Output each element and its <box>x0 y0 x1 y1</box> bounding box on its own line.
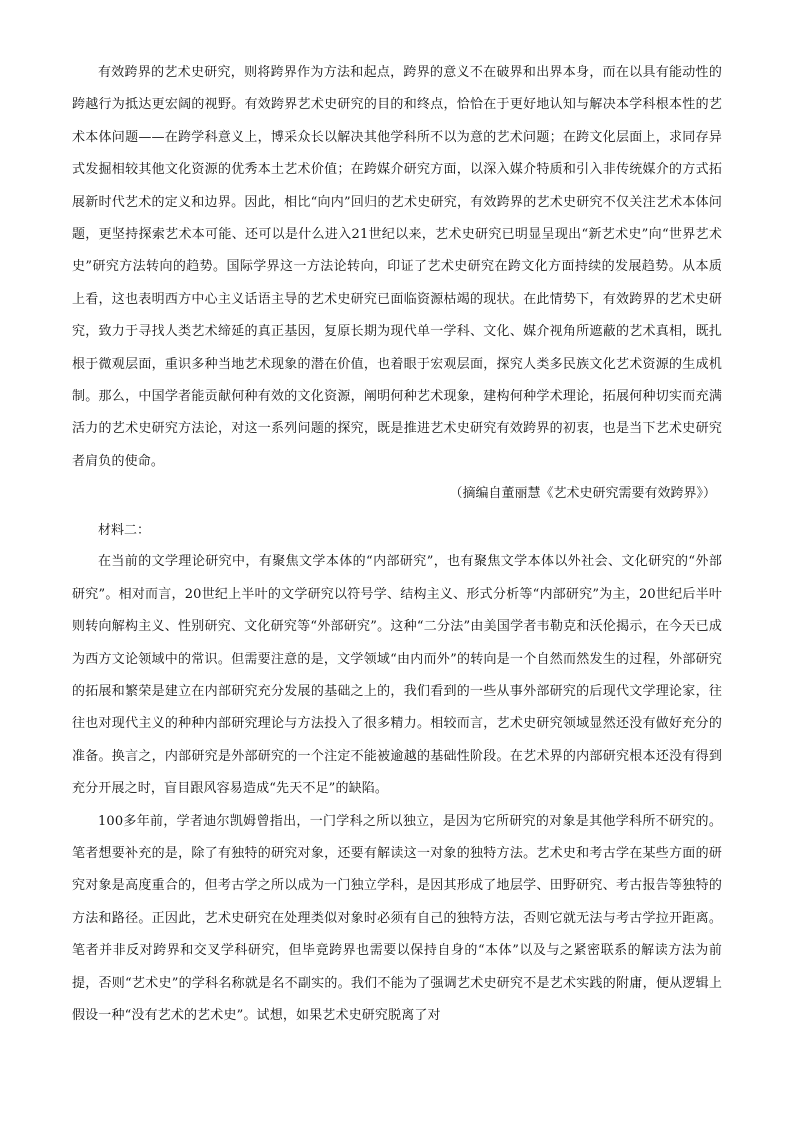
material-one-paragraph: 有效跨界的艺术史研究，则将跨界作为方法和起点，跨界的意义不在破界和出界本身，而在以具有能动性的跨越行为抵达更宏阔的视野。有效跨界艺术史研究的目的和终点，恰恰在于更好地认知与解决本学科根本性的艺术本体问题——在跨学科意义上，博采众长以解决其他学科所不以为意的艺术问题；在跨文化层面上，求同存异式发掘相较其他文化资源的优秀本土艺术价值；在跨媒介研究方面，以深入媒介特质和引入非传统媒介的方式拓展新时代艺术的定义和边界。因此，相比“向内”回归的艺术史研究，有效跨界的艺术史研究不仅关注艺术本体问题，更坚持探索艺术本可能、还可以是什么进入21世纪以来，艺术史研究已明显呈现出“新艺术史”向“世界艺术史”研究方法转向的趋势。国际学界这一方法论转向，印证了艺术史研究在跨文化方面持续的发展趋势。从本质上看，这也表明西方中心主义话语主导的艺术史研究已面临资源枯竭的现状。在此情势下，有效跨界的艺术史研究，致力于寻找人类艺术缔延的真正基因，复原长期为现代单一学科、文化、媒介视角所遮蔽的艺术真相，既扎根于微观层面，重识多种当地艺术现象的潜在价值，也着眼于宏观层面，探究人类多民族文化艺术资源的生成机制。那么，中国学者能贡献何种有效的文化资源，阐明何种艺术现象，建构何种学术理论，拓展何种切实而充满活力的艺术史研究方法论，对这一系列问题的探究，既是推进艺术史研究有效跨界的初衷，也是当下艺术史研究者肩负的使命。 <box>72 65 722 469</box>
material-two-label: 材料二： <box>98 523 151 539</box>
document-page <box>72 57 722 1032</box>
material-two-paragraph-1: 在当前的文学理论研究中，有聚焦文学本体的“内部研究”，也有聚焦文学本体以外社会、文化研究的“外部研究”。相对而言，20世纪上半叶的文学研究以符号学、结构主义、形式分析等“内部研究”为主，20世纪后半叶则转向解构主义、性别研究、文化研究等“外部研究”。这种“二分法”由美国学者韦勒克和沃伦揭示，在今天已成为西方文论领域中的常识。但需要注意的是，文学领域“由内而外”的转向是一个自然而然发生的过程，外部研究的拓展和繁荣是建立在内部研究充分发展的基础之上的，我们看到的一些从事外部研究的后现代文学理论家，往往也对现代主义的种种内部研究理论与方法投入了很多精力。相较而言，艺术史研究领域显然还没有做好充分的准备。换言之，内部研究是外部研究的一个注定不能被逾越的基础性阶段。在艺术界的内部研究根本还没有得到充分开展之时，盲目跟风容易造成“先天不足”的缺陷。 <box>72 554 722 797</box>
source-attribution: （摘编自董丽慧《艺术史研究需要有效跨界》） <box>449 486 716 502</box>
material-two-paragraph-2: 100多年前，学者迪尔凯姆曾指出，一门学科之所以独立，是因为它所研究的对象是其他学科所不研究的。笔者想要补充的是，除了有独特的研究对象，还要有解读这一对象的独特方法。艺术史和考古学在某些方面的研究对象是高度重合的，但考古学之所以成为一门独立学科，是因其形成了地层学、田野研究、考古报告等独特的方法和路径。正因此，艺术史研究在处理类似对象时必须有自己的独特方法，否则它就无法与考古学拉开距离。笔者并非反对跨界和交叉学科研究，但毕竟跨界也需要以保持自身的“本体”以及与之紧密联系的解读方法为前提，否则“艺术史”的学科名称就是名不副实的。我们不能为了强调艺术史研究不是艺术实践的附庸，便从逻辑上假设一种“没有艺术的艺术史”。试想，如果艺术史研究脱离了对 <box>72 813 722 1023</box>
